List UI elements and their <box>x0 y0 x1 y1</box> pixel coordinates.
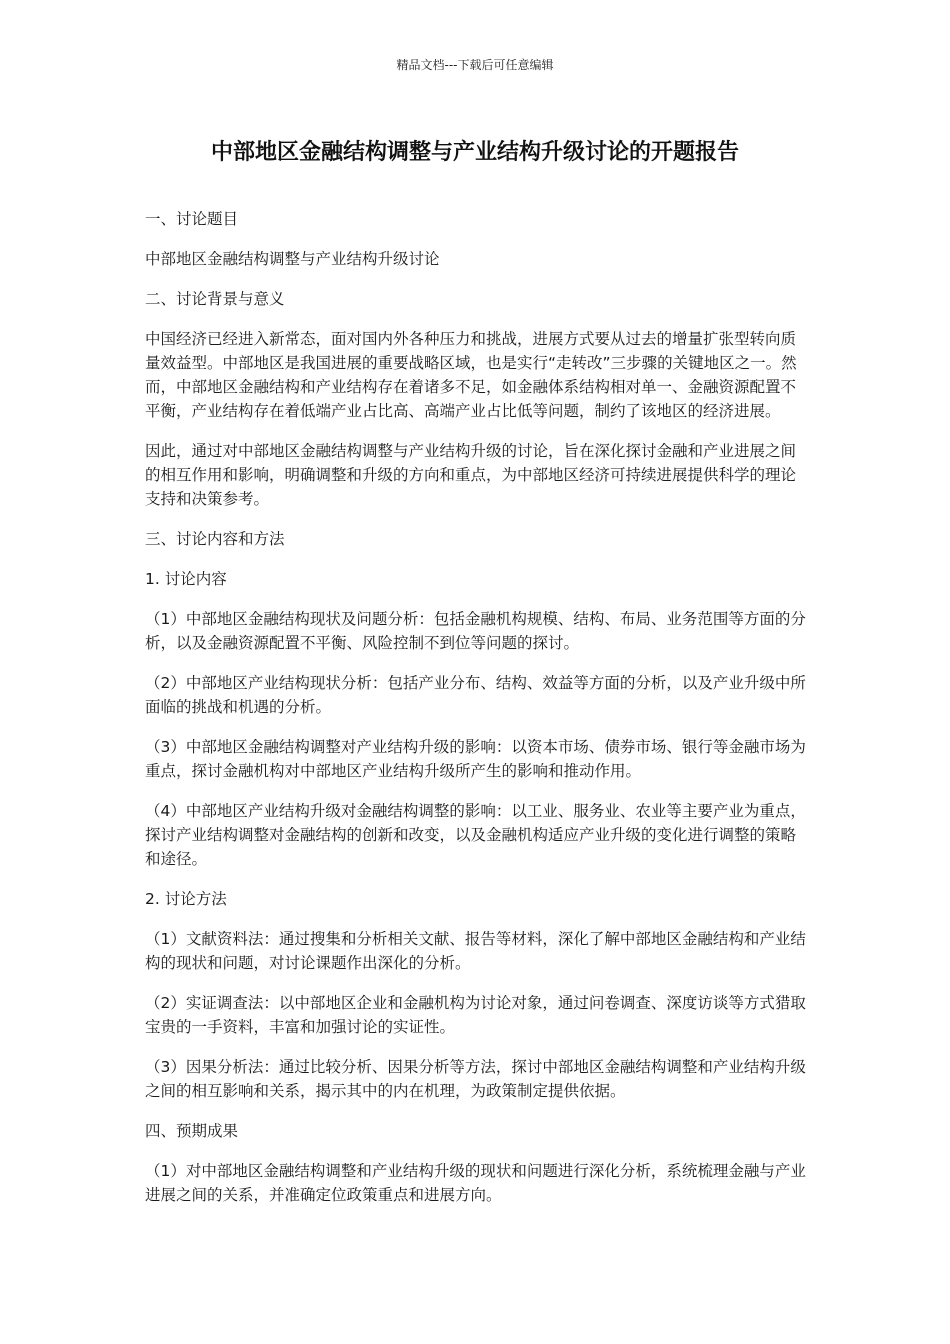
page-header-note: 精品文档---下载后可任意编辑 <box>396 58 554 72</box>
content-item: （2）中部地区产业结构现状分析：包括产业分布、结构、效益等方面的分析，以及产业升级中所面临的挑战和机遇的分析。 <box>145 674 806 716</box>
subheading-content: 1. 讨论内容 <box>145 570 227 588</box>
content-item: （4）中部地区产业结构升级对金融结构调整的影响：以工业、服务业、农业等主要产业为重点，探讨产业结构调整对金融结构的创新和改变，以及金融机构适应产业升级的变化进行调整的策略和途径。 <box>145 802 806 868</box>
subheading-methods: 2. 讨论方法 <box>145 890 227 908</box>
section-heading-background: 二、讨论背景与意义 <box>145 290 285 308</box>
document-title: 中部地区金融结构调整与产业结构升级讨论的开题报告 <box>210 140 739 165</box>
background-paragraph: 中国经济已经进入新常态，面对国内外各种压力和挑战，进展方式要从过去的增量扩张型转向质量效益型。中部地区是我国进展的重要战略区域，也是实行“走转改”三步骤的关键地区之一。然而，中部地区金融结构和产业结构存在着诸多不足，如金融体系结构相对单一、金融资源配置不平衡，产业结构存在着低端产业占比高、高端产业占比低等问题，制约了该地区的经济进展。 <box>145 330 797 420</box>
section-heading-content-methods: 三、讨论内容和方法 <box>145 530 285 548</box>
method-item: （1）文献资料法：通过搜集和分析相关文献、报告等材料，深化了解中部地区金融结构和产业结构的现状和问题，对讨论课题作出深化的分析。 <box>145 930 806 972</box>
content-item: （3）中部地区金融结构调整对产业结构升级的影响：以资本市场、债券市场、银行等金融市场为重点，探讨金融机构对中部地区产业结构升级所产生的影响和推动作用。 <box>145 738 806 780</box>
method-item: （2）实证调查法：以中部地区企业和金融机构为讨论对象，通过问卷调查、深度访谈等方式猎取宝贵的一手资料，丰富和加强讨论的实证性。 <box>145 994 806 1036</box>
method-item: （3）因果分析法：通过比较分析、因果分析等方法，探讨中部地区金融结构调整和产业结构升级之间的相互影响和关系，揭示其中的内在机理，为政策制定提供依据。 <box>145 1058 806 1100</box>
topic-text: 中部地区金融结构调整与产业结构升级讨论 <box>145 250 440 268</box>
content-item: （1）中部地区金融结构现状及问题分析：包括金融机构规模、结构、布局、业务范围等方面的分析，以及金融资源配置不平衡、风险控制不到位等问题的探讨。 <box>145 610 806 652</box>
significance-paragraph: 因此，通过对中部地区金融结构调整与产业结构升级的讨论，旨在深化探讨金融和产业进展之间的相互作用和影响，明确调整和升级的方向和重点，为中部地区经济可持续进展提供科学的理论支持和决策参考。 <box>145 442 797 508</box>
document-body <box>145 207 807 1223</box>
expected-result-item: （1）对中部地区金融结构调整和产业结构升级的现状和问题进行深化分析，系统梳理金融与产业进展之间的关系，并准确定位政策重点和进展方向。 <box>145 1162 806 1204</box>
section-heading-topic: 一、讨论题目 <box>145 210 239 228</box>
section-heading-expected-results: 四、预期成果 <box>145 1122 239 1140</box>
